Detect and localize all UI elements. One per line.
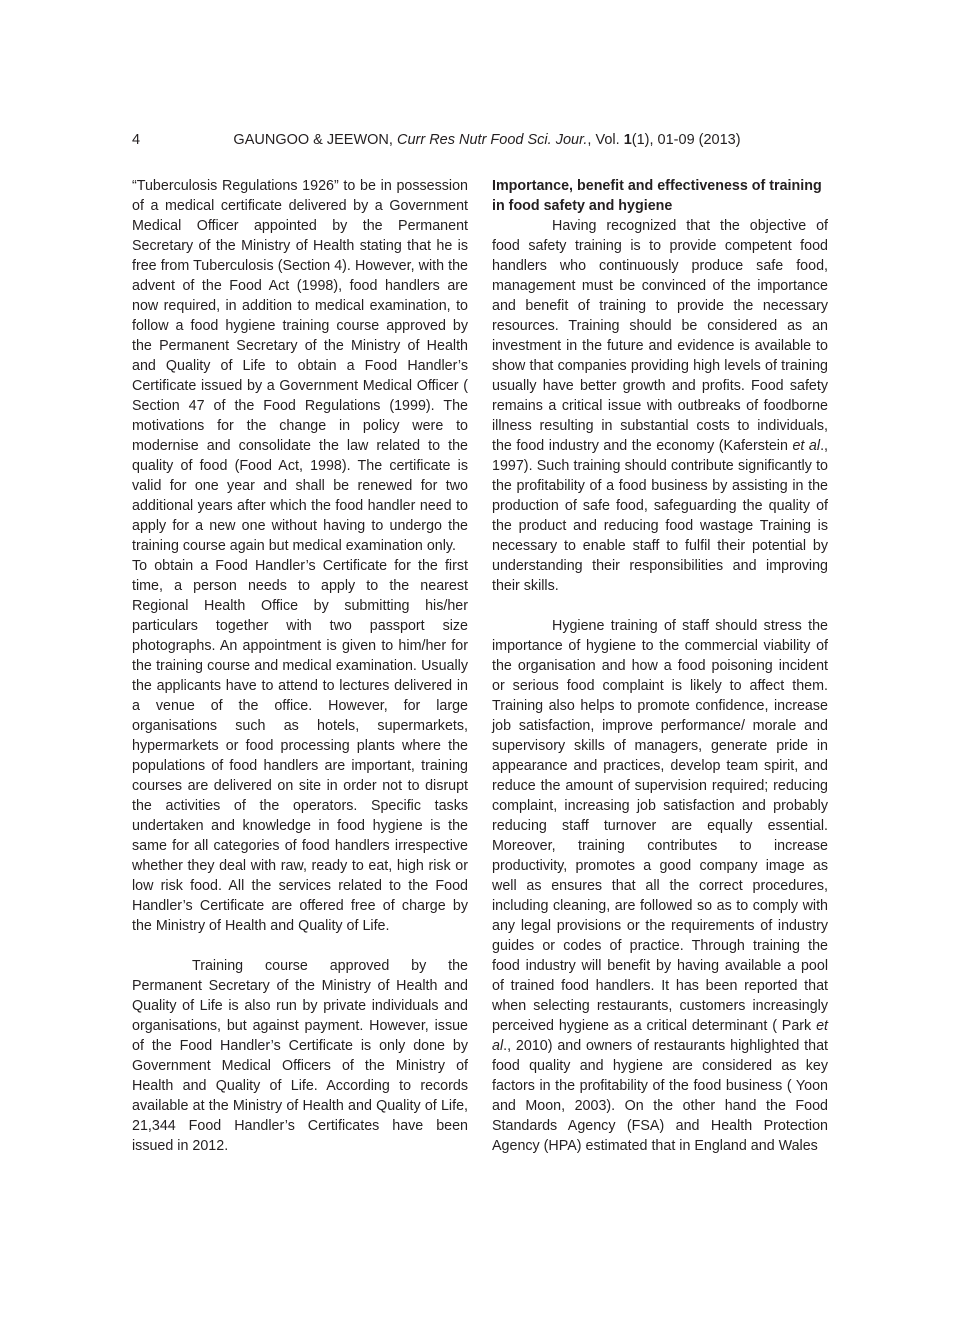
right-column bbox=[492, 176, 828, 1156]
right-p2-etal: et al bbox=[492, 1018, 828, 1054]
section-heading: Importance, benefit and effectiveness of training in food safety and hygiene bbox=[492, 178, 822, 214]
header-vol-prefix: , Vol. bbox=[587, 132, 624, 148]
header-journal: Curr Res Nutr Food Sci. Jour. bbox=[396, 132, 588, 148]
header-volume: 1 bbox=[623, 132, 632, 148]
left-paragraph-1: “Tuberculosis Regulations 1926” to be in possession of a medical certificate delivered by a Government Medical Officer appointed by the Permanent Secretary of the Ministry of Health stating that he is free from Tuberculosis (Section 4). However, with the advent of the Food Act (1998), food handlers are now required, in addition to medical examination, to follow a food hygiene training course approved by the Permanent Secretary of the Ministry of Health and Quality of Life to obtain a Food Handler’s Certificate issued by a Government Medical Officer ( Section 47 of the Food Regulations (1999). The motivations for the change in policy were to modernise and consolidate the law related to the quality of food (Food Act, 1998). The certificate is valid for one year and shall be renewed for two additional years after which the food handler need to apply for a new one without having to undergo the training course again but medical examination only. bbox=[132, 178, 468, 554]
page-number: 4 bbox=[132, 132, 141, 148]
running-header bbox=[132, 131, 828, 149]
left-paragraph-3: Training course approved by the Permanent Secretary of the Ministry of Health and Quality of Life is also run by private individuals and organisations, but against payment. However, issue of the Food Handler’s Certificate is only done by Government Medical Officers of the Ministry of Health and Quality of Life. According to records available at the Ministry of Health and Quality of Life, 21,344 Food Handler’s Certificates have been issued in 2012. bbox=[132, 958, 468, 1154]
right-p2-text-b: ., 2010) and owners of restaurants highlighted that food quality and hygiene are considered as key factors in the profitability of the food business ( Yoon and Moon, 2003). On the other hand the Food Standards Agency (FSA) and Health Protection Agency (HPA) estimated that in England and Wales bbox=[492, 1038, 828, 1154]
right-p2-text-a: Hygiene training of staff should stress the importance of hygiene to the commercial viability of the organisation and how a food poisoning incident or serious food complaint is likely to affect them. Training also helps to promote confidence, increase job satisfaction, improve performance/ morale and supervisory skills of managers, generate pride in appearance and practices, develop team spirit, and reduce the amount of supervision required; reducing complaint, increasing job satisfaction and probably reducing staff turnover are equally essential. Moreover, training contributes to increase productivity, promotes a good company image as well as ensures that all the correct procedures, including cleaning, are followed so as to comply with any legal provisions or the requirements of industry guides or codes of practice. Through training the food industry will benefit by having available a pool of trained food handlers. It has been reported that when selecting restaurants, customers increasingly perceived hygiene as a critical determinant ( Park bbox=[492, 618, 828, 1034]
right-p1-etal: et al bbox=[792, 438, 821, 454]
right-p1-text-a: Having recognized that the objective of food safety training is to provide competent food handlers who continuously produce safe food, management must be convinced of the importance and benefit of training to provide the necessary resources. Training should be considered as an investment in the future and evidence is available to show that companies providing high levels of training usually have better growth and profits. Food safety remains a critical issue with outbreaks of foodborne illness resulting in substantial costs to individuals, the food industry and the economy (Kaferstein bbox=[492, 218, 828, 454]
header-issue: (1), 01-09 (2013) bbox=[631, 132, 741, 148]
header-authors: GAUNGOO & JEEWON, bbox=[233, 132, 397, 148]
left-paragraph-2: To obtain a Food Handler’s Certificate for the first time, a person needs to apply to the nearest Regional Health Office by submitting his/her particulars together with two passport size photographs. An appointment is given to him/her for the training course and medical examination. Usually the applicants have to attend to lectures delivered in a venue of the office. However, for large organisations such as hotels, supermarkets, hypermarkets or food processing plants where the populations of food handlers are important, training courses are delivered on site in order not to disrupt the activities of the operators. Specific tasks undertaken and knowledge in food hygiene is the same for all categories of food handlers irrespective whether they deal with raw, ready to eat, high risk or low risk food. All the services related to the Food Handler’s Certificate are offered free of charge by the Ministry of Health and Quality of Life. bbox=[132, 558, 468, 934]
right-p1-text-b: ., 1997). Such training should contribute significantly to the profitability of a food business by assisting in the production of safe food, safeguarding the quality of the product and reducing food wastage Training is necessary to enable staff to fulfil their potential by understanding their responsibilities and improving their skills. bbox=[492, 438, 829, 594]
left-column bbox=[132, 176, 468, 1156]
right-paragraph-1 bbox=[492, 216, 828, 596]
right-paragraph-2 bbox=[492, 616, 828, 1156]
